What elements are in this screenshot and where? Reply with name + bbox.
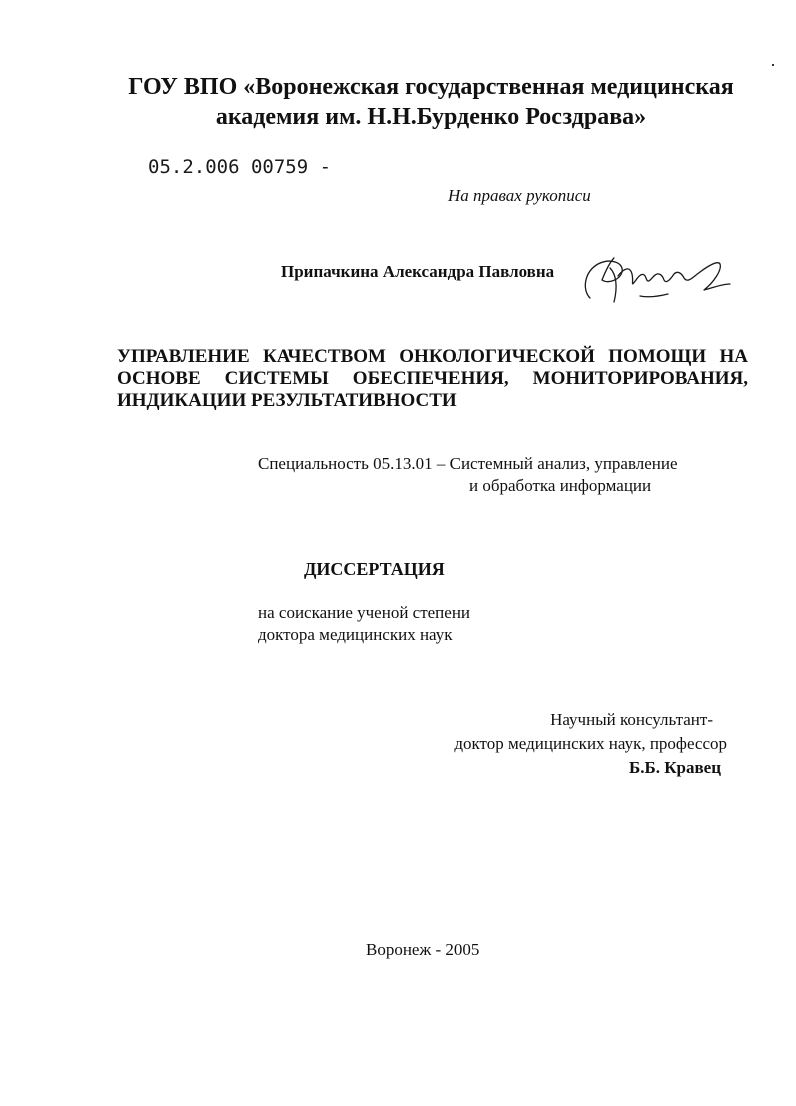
document-type-heading: ДИССЕРТАЦИЯ (304, 559, 445, 579)
scientific-consultant-block (400, 708, 727, 780)
specialty-line-2: и обработка информации (469, 476, 652, 495)
specialty-line-1: Специальность 05.13.01 – Системный анализ, управление (258, 454, 678, 473)
degree-line-2: доктора медицинских наук (258, 625, 453, 644)
author-signature (580, 250, 740, 312)
author-name: Припачкина Александра Павловна (281, 262, 555, 281)
rights-note: На правах рукописи (448, 186, 591, 205)
registry-number-stamp: 05.2.006 00759 - (148, 156, 332, 178)
consultant-credentials: доктор медицинских наук, профессор (454, 734, 727, 753)
scan-speck (772, 64, 774, 66)
institution-header (60, 72, 796, 132)
institution-line-1: ГОУ ВПО «Воронежская государственная медицинская (128, 74, 734, 100)
title-line-3: ИНДИКАЦИИ РЕЗУЛЬТАТИВНОСТИ (117, 390, 457, 411)
dissertation-title (117, 346, 748, 412)
city-year-footer: Воронеж - 2005 (366, 940, 480, 959)
institution-line-2: академия им. Н.Н.Бурденко Росздрава» (215, 104, 647, 130)
degree-statement (258, 602, 470, 646)
degree-line-1: на соискание ученой степени (258, 603, 471, 622)
title-line-1: УПРАВЛЕНИЕ КАЧЕСТВОМ ОНКОЛОГИЧЕСКОЙ ПОМОЩИ НА (117, 346, 748, 367)
title-line-2: ОСНОВЕ СИСТЕМЫ ОБЕСПЕЧЕНИЯ, МОНИТОРИРОВАНИЯ, (117, 368, 748, 389)
consultant-role: Научный консультант- (550, 710, 713, 729)
consultant-name: Б.Б. Кравец (628, 758, 721, 777)
